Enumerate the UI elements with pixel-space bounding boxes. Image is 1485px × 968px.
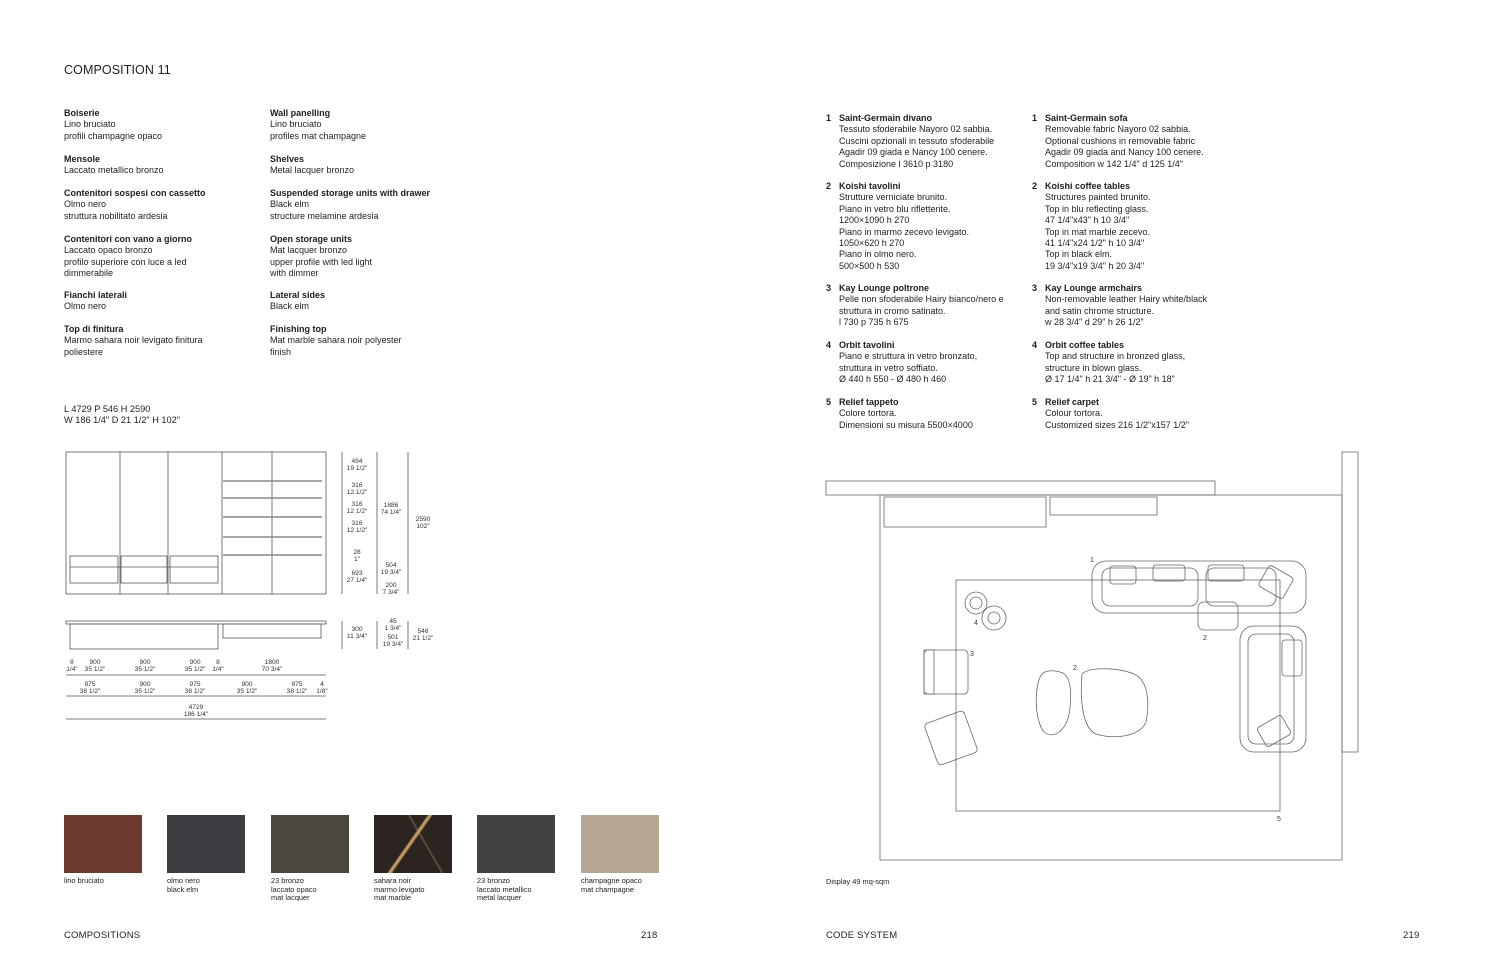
dimension-label: 12 1/2" xyxy=(346,489,368,497)
dimension-label: 102" xyxy=(416,523,430,531)
dimension-label: 35 1/2" xyxy=(84,666,106,674)
product-number: 2 xyxy=(826,181,832,191)
swatch-4 xyxy=(374,815,452,873)
swatch-1 xyxy=(64,815,142,873)
material-it-title: Boiserie xyxy=(64,108,100,118)
dimension-label: 1 3/4" xyxy=(384,625,402,633)
material-en-line: upper profile with led light xyxy=(270,256,373,267)
swatch-label-line: lino bruciato xyxy=(64,876,104,885)
swatch-5 xyxy=(477,815,555,873)
swatch-label xyxy=(477,877,567,903)
material-en xyxy=(270,108,470,142)
dimension-label: 900 xyxy=(89,659,101,666)
product-line: Agadir 09 giada and Nancy 100 cenere. xyxy=(1045,147,1204,158)
product-body xyxy=(839,397,1026,431)
product-line: 1050×620 h 270 xyxy=(839,238,905,249)
product-number: 2 xyxy=(1032,181,1038,191)
dimension-label: 494 xyxy=(351,458,363,465)
dimension-label: 8 xyxy=(216,659,220,666)
material-it-line: poliestere xyxy=(64,346,104,357)
material-it-line: Laccato opaco bronzo xyxy=(64,245,153,256)
swatch-label-line: sahara noir xyxy=(374,876,411,885)
product-line: Removable fabric Nayoro 02 sabbia. xyxy=(1045,124,1191,135)
product-body xyxy=(1045,113,1232,170)
material-en-title: Wall panelling xyxy=(270,108,331,118)
dimension-label: 35 1/2" xyxy=(236,688,258,696)
material-it-line: dimmerabile xyxy=(64,268,114,279)
dimensions-imperial: W 186 1/4" D 21 1/2" H 102" xyxy=(64,415,181,426)
product-line: 19 3/4"x19 3/4" h 20 3/4" xyxy=(1045,260,1145,271)
product-line: Structures painted brunito. xyxy=(1045,192,1151,203)
product-line: 47 1/4"x43" h 10 3/4" xyxy=(1045,215,1130,226)
dimension-label: 1800 xyxy=(264,659,280,666)
elevation-frame xyxy=(66,452,326,594)
product-body xyxy=(1045,340,1232,386)
swatch-label-line: mat lacquer xyxy=(271,893,310,903)
product-body xyxy=(839,113,1026,170)
dimension-label: 975 xyxy=(291,681,303,688)
product-line: Top in black elm. xyxy=(1045,249,1113,260)
elevation-drawing xyxy=(60,445,450,730)
material-en-line: Metal lacquer bronzo xyxy=(270,165,355,176)
plan-label-1: 1 xyxy=(1090,557,1094,564)
dimension-label: 70 3/4" xyxy=(261,666,283,674)
product-line: Dimensioni su misura 5500×4000 xyxy=(839,419,973,430)
swatch-label-line: olmo nero xyxy=(167,876,200,885)
dimension-label: 12 1/2" xyxy=(346,508,368,516)
product-line: Optional cushions in removable fabric xyxy=(1045,135,1196,146)
swatch-label xyxy=(374,877,464,903)
product-line: 500×500 h 530 xyxy=(839,260,900,271)
dimension-label: 975 xyxy=(84,681,96,688)
material-en xyxy=(270,290,470,313)
product-number: 4 xyxy=(826,340,832,350)
product-line: Piano in vetro blu riflettente. xyxy=(839,203,951,214)
dimensions-metric: L 4729 P 546 H 2590 xyxy=(64,404,151,414)
swatch-label-line: marmo levigato xyxy=(374,884,425,894)
dimension-label: 975 xyxy=(189,681,201,688)
sofa-vertical xyxy=(1240,626,1306,752)
material-it-line: Lino bruciato xyxy=(64,119,116,130)
material-en-line: profiles mat champagne xyxy=(270,130,367,141)
product-line: Top and structure in bronzed glass, xyxy=(1045,351,1186,362)
material-en-title: Open storage units xyxy=(270,234,353,244)
material-en xyxy=(270,324,470,358)
overall-dimensions xyxy=(64,404,180,427)
material-en-line: Black elm xyxy=(270,301,310,312)
swatch-label-line: metal lacquer xyxy=(477,893,522,903)
product-line: and satin chrome structure. xyxy=(1045,305,1155,316)
footer-section-title-right: CODE SYSTEM xyxy=(826,930,898,941)
swatch-label xyxy=(581,877,671,894)
product-body xyxy=(839,283,1026,329)
dimension-label: 35 1/2" xyxy=(134,666,156,674)
dimension-label: 28 xyxy=(353,549,361,556)
dimension-label: 186 1/4" xyxy=(183,711,209,719)
product-number: 1 xyxy=(1032,113,1038,123)
rug-outline xyxy=(956,580,1280,811)
material-it-line: Marmo sahara noir levigato finitura xyxy=(64,335,203,346)
koishi-table-large xyxy=(1081,669,1147,737)
swatch-label-line: black elm xyxy=(167,884,199,894)
product-body xyxy=(1045,397,1232,431)
material-en-line: Lino bruciato xyxy=(270,119,322,130)
product-line: Colour tortora. xyxy=(1045,408,1103,419)
material-it-title: Contenitori con vano a giorno xyxy=(64,234,192,244)
dimension-label: 4 xyxy=(320,681,324,688)
dimension-label: 501 xyxy=(387,634,399,641)
product-body xyxy=(839,340,1026,386)
dimension-label: 38 1/2" xyxy=(79,688,101,696)
material-en-line: Mat marble sahara noir polyester xyxy=(270,335,402,346)
swatch-label-line: laccato opaco xyxy=(271,884,317,894)
dimension-label: 316 xyxy=(351,501,363,508)
dimension-label: 546 xyxy=(417,628,429,635)
display-note: Display 49 mq-sqm xyxy=(826,877,890,886)
dimension-label: 19 3/4" xyxy=(380,569,402,577)
product-line: Colore tortora. xyxy=(839,408,897,419)
material-it xyxy=(64,154,264,177)
product-line: structure in blown glass. xyxy=(1045,362,1142,373)
product-item xyxy=(1032,181,1232,272)
armchair-1 xyxy=(924,650,968,694)
wall-right xyxy=(1342,452,1358,752)
dimension-label: 35 1/2" xyxy=(184,666,206,674)
product-line: Piano in marmo zecevo levigato. xyxy=(839,226,970,237)
material-it-line: profilo superiore con luce a led xyxy=(64,256,187,267)
dimension-label: 1" xyxy=(353,556,361,564)
product-item xyxy=(1032,283,1232,329)
plan-label-4: 4 xyxy=(974,620,978,627)
material-en-title: Finishing top xyxy=(270,324,327,334)
orbit-table-a xyxy=(965,592,987,614)
product-number: 5 xyxy=(1032,397,1038,407)
dimension-label: 11 3/4" xyxy=(346,633,368,641)
product-item xyxy=(1032,397,1232,431)
product-line: Cuscini opzionali in tessuto sfoderabile xyxy=(839,135,995,146)
swatch-label-line: 23 bronzo xyxy=(271,876,304,885)
product-line: Pelle non sfoderabile Hairy bianco/nero e xyxy=(839,294,1004,305)
material-it-title: Fianchi laterali xyxy=(64,290,128,300)
dimension-label: 1/4" xyxy=(66,666,78,674)
product-line: Piano in olmo nero. xyxy=(839,249,917,260)
product-title: Relief tappeto xyxy=(839,397,899,407)
product-item xyxy=(826,113,1026,170)
product-line: l 730 p 735 h 675 xyxy=(839,317,909,328)
dimension-label: 45 xyxy=(389,618,397,625)
page-number-right: 219 xyxy=(1403,930,1420,941)
product-item xyxy=(1032,113,1232,170)
plan-label-2b: 2 xyxy=(1073,665,1077,672)
product-body xyxy=(839,181,1026,272)
material-it-line: struttura nobilitato ardesia xyxy=(64,210,168,221)
material-it-title: Top di finitura xyxy=(64,324,124,334)
product-title: Relief carpet xyxy=(1045,397,1100,407)
dimension-label: 900 xyxy=(241,681,253,688)
plan-label-3: 3 xyxy=(970,651,974,658)
product-item xyxy=(826,397,1026,431)
product-title: Orbit coffee tables xyxy=(1045,340,1125,350)
page-number-left: 218 xyxy=(641,930,658,941)
product-line: Top in blu reflecting glass. xyxy=(1045,203,1149,214)
product-line: Piano e struttura in vetro bronzato, xyxy=(839,351,978,362)
dimension-label: 200 xyxy=(385,582,397,589)
dimension-label: 19 1/2" xyxy=(346,465,368,473)
swatch-6 xyxy=(581,815,659,873)
product-line: w 28 3/4" d 29" h 26 1/2" xyxy=(1045,317,1144,328)
product-number: 3 xyxy=(826,283,832,293)
product-item xyxy=(826,181,1026,272)
product-line: 1200×1090 h 270 xyxy=(839,215,910,226)
material-it xyxy=(64,290,264,313)
material-it-line: Olmo nero xyxy=(64,301,107,312)
swatch-2 xyxy=(167,815,245,873)
dimension-label: 38 1/2" xyxy=(184,688,206,696)
product-title: Saint-Germain sofa xyxy=(1045,113,1128,123)
footer-section-title: COMPOSITIONS xyxy=(64,930,141,941)
dimension-label: 316 xyxy=(351,520,363,527)
product-line: Agadir 09 giada e Nancy 100 cenere. xyxy=(839,147,988,158)
material-it-line: Laccato metallico bronzo xyxy=(64,165,164,176)
product-body xyxy=(1045,283,1232,329)
swatch-label xyxy=(64,877,154,886)
product-title: Kay Lounge poltrone xyxy=(839,283,929,293)
swatch-label-line: 23 bronzo xyxy=(477,876,510,885)
product-title: Orbit tavolini xyxy=(839,340,895,350)
material-en xyxy=(270,188,470,222)
product-line: Ø 17 1/4" h 21 3/4" - Ø 19" h 18" xyxy=(1045,374,1175,385)
dimension-label: 35 1/2" xyxy=(134,688,156,696)
dimension-label: 900 xyxy=(139,659,151,666)
product-number: 4 xyxy=(1032,340,1038,350)
dimension-label: 1/4" xyxy=(212,666,224,674)
product-line: Non-removable leather Hairy white/black xyxy=(1045,294,1208,305)
dimension-label: 1/8" xyxy=(316,688,328,696)
dimension-label: 38 1/2" xyxy=(286,688,308,696)
dimension-label: 4729 xyxy=(188,704,204,711)
page-title: COMPOSITION 11 xyxy=(64,63,171,77)
product-line: Ø 440 h 550 - Ø 480 h 460 xyxy=(839,374,947,385)
dimension-label: 8 xyxy=(70,659,74,666)
dimension-label: 693 xyxy=(351,570,363,577)
material-it xyxy=(64,234,264,280)
material-it-title: Mensole xyxy=(64,154,101,164)
orbit-table-b xyxy=(982,606,1006,630)
product-title: Kay Lounge armchairs xyxy=(1045,283,1143,293)
plan-label-5: 5 xyxy=(1277,816,1281,823)
product-line: Composizione l 3610 p 3180 xyxy=(839,158,954,169)
wall-shelf-top xyxy=(826,481,1215,495)
material-en-line: with dimmer xyxy=(270,268,319,279)
dimension-label: 7 3/4" xyxy=(382,589,400,597)
swatch-label-line: mat champagne xyxy=(581,884,634,894)
product-line: Top in mat marble zecevo. xyxy=(1045,226,1151,237)
material-en-title: Lateral sides xyxy=(270,290,326,300)
swatch-label-line: laccato metallico xyxy=(477,884,532,894)
product-title: Saint-Germain divano xyxy=(839,113,933,123)
product-line: struttura in vetro soffiato. xyxy=(839,362,938,373)
dimension-label: 504 xyxy=(385,562,397,569)
product-line: Composition w 142 1/4" d 125 1/4" xyxy=(1045,158,1183,169)
material-en-title: Shelves xyxy=(270,154,305,164)
dimension-label: 900 xyxy=(189,659,201,666)
product-line: Strutture verniciate brunito. xyxy=(839,192,948,203)
plan-label-2a: 2 xyxy=(1203,635,1207,642)
floor-plan xyxy=(820,448,1365,868)
armchair-2 xyxy=(924,710,979,766)
material-it xyxy=(64,108,264,142)
dimension-label: 27 1/4" xyxy=(346,577,368,585)
product-line: Tessuto sfoderabile Nayoro 02 sabbia. xyxy=(839,124,993,135)
product-number: 5 xyxy=(826,397,832,407)
product-line: Customized sizes 216 1/2"x157 1/2" xyxy=(1045,419,1189,430)
product-line: 41 1/4"x24 1/2" h 10 3/4" xyxy=(1045,238,1145,249)
product-title: Koishi coffee tables xyxy=(1045,181,1131,191)
product-body xyxy=(1045,181,1232,272)
product-line: struttura in cromo satinato. xyxy=(839,305,946,316)
dimension-label: 316 xyxy=(351,482,363,489)
material-it-line: profili champagne opaco xyxy=(64,130,163,141)
material-en-line: Black elm xyxy=(270,199,310,210)
swatch-label-line: champagne opaco xyxy=(581,876,642,885)
dimension-label: 900 xyxy=(139,681,151,688)
material-en-line: structure melamine ardesia xyxy=(270,210,379,221)
room-outline xyxy=(880,495,1342,860)
dimension-label: 1886 xyxy=(383,502,399,509)
dimension-label: 19 3/4" xyxy=(382,641,404,649)
product-item xyxy=(826,340,1026,386)
material-en-title: Suspended storage units with drawer xyxy=(270,188,431,198)
dimension-label: 21 1/2" xyxy=(412,635,434,643)
material-it-line: Olmo nero xyxy=(64,199,107,210)
material-it-title: Contenitori sospesi con cassetto xyxy=(64,188,206,198)
product-number: 1 xyxy=(826,113,832,123)
swatch-label xyxy=(271,877,361,903)
dimension-label: 300 xyxy=(351,626,363,633)
swatch-3 xyxy=(271,815,349,873)
dimension-label: 2590 xyxy=(415,516,431,523)
material-it xyxy=(64,324,264,358)
koishi-table-small xyxy=(1036,671,1070,735)
material-en-line: Mat lacquer bronzo xyxy=(270,245,348,256)
material-en xyxy=(270,234,470,280)
dimension-label: 74 1/4" xyxy=(380,509,402,517)
product-item xyxy=(1032,340,1232,386)
swatch-label-line: mat marble xyxy=(374,893,411,903)
material-en-line: finish xyxy=(270,346,292,357)
dimension-label: 12 1/2" xyxy=(346,527,368,535)
product-number: 3 xyxy=(1032,283,1038,293)
product-item xyxy=(826,283,1026,329)
swatch-label xyxy=(167,877,257,894)
material-en xyxy=(270,154,470,177)
product-title: Koishi tavolini xyxy=(839,181,901,191)
material-it xyxy=(64,188,264,222)
